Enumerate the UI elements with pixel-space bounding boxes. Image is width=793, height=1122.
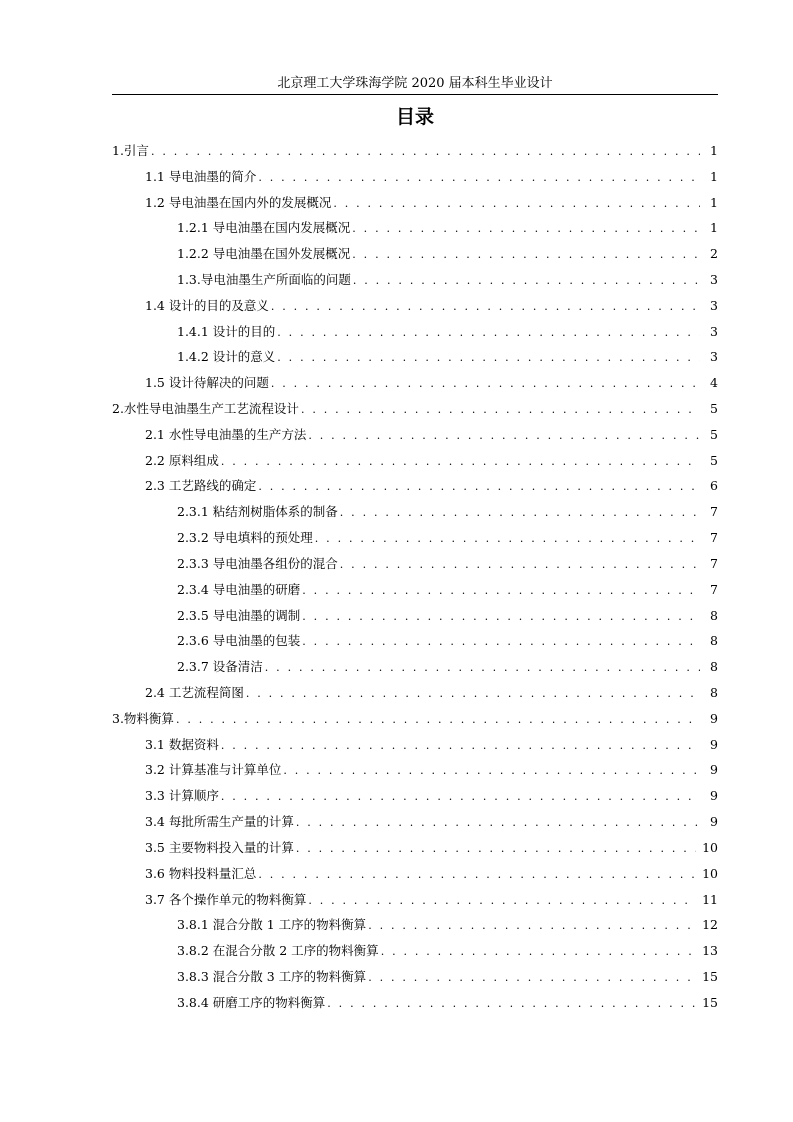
toc-page-number: 8 — [710, 659, 718, 674]
toc-entry-1[interactable] — [112, 143, 718, 159]
toc-page-number: 7 — [710, 582, 718, 597]
toc-entry-1-2[interactable] — [145, 195, 718, 211]
toc-leader-dots — [340, 505, 700, 521]
toc-page-number: 3 — [710, 324, 718, 339]
toc-leader-dots — [302, 609, 700, 625]
toc-entry-label: 3.7 各个操作单元的物料衡算 — [145, 892, 307, 907]
toc-page-number: 10 — [702, 866, 718, 881]
toc-entry-label: 1.4.1 设计的目的 — [177, 324, 276, 339]
toc-leader-dots — [277, 350, 700, 366]
toc-leader-dots — [368, 918, 696, 934]
toc-entry-2-3-4[interactable] — [177, 582, 718, 598]
toc-page-number: 11 — [702, 892, 718, 907]
toc-leader-dots — [296, 815, 700, 831]
toc-entry-label: 3.3 计算顺序 — [145, 788, 219, 803]
toc-page-number: 1 — [710, 195, 718, 210]
toc-entry-label: 2.1 水性导电油墨的生产方法 — [145, 427, 307, 442]
toc-entry-label: 2.3 工艺路线的确定 — [145, 478, 257, 493]
toc-entry-label: 1.4.2 设计的意义 — [177, 349, 276, 364]
toc-page-number: 9 — [710, 788, 718, 803]
toc-leader-dots — [352, 221, 700, 237]
toc-leader-dots — [333, 196, 700, 212]
toc-entry-2-3[interactable] — [145, 478, 718, 494]
toc-entry-label: 3.8.2 在混合分散 2 工序的物料衡算 — [177, 943, 379, 958]
toc-entry-2-4[interactable] — [145, 685, 718, 701]
toc-entry-label: 1.3.导电油墨生产所面临的问题 — [177, 272, 351, 287]
toc-entry-label: 3.6 物料投料量汇总 — [145, 866, 257, 881]
toc-entry-3-8-4[interactable] — [177, 995, 718, 1011]
toc-entry-1-1[interactable] — [145, 169, 718, 185]
toc-entry-label: 3.物料衡算 — [112, 711, 174, 726]
toc-entry-label: 3.8.3 混合分散 3 工序的物料衡算 — [177, 969, 367, 984]
toc-page-number: 2 — [710, 246, 718, 261]
toc-entry-3-7[interactable] — [145, 892, 718, 908]
toc-leader-dots — [176, 712, 700, 728]
toc-leader-dots — [283, 763, 700, 779]
toc-leader-dots — [271, 299, 700, 315]
toc-entry-label: 2.3.6 导电油墨的包装 — [177, 633, 301, 648]
toc-entry-1-5[interactable] — [145, 375, 718, 391]
toc-entry-label: 2.3.2 导电填料的预处理 — [177, 530, 313, 545]
toc-page-number: 7 — [710, 530, 718, 545]
toc-page-number: 6 — [710, 478, 718, 493]
toc-entry-label: 1.2 导电油墨在国内外的发展概况 — [145, 195, 332, 210]
toc-entry-label: 3.2 计算基准与计算单位 — [145, 762, 282, 777]
toc-entry-2-3-3[interactable] — [177, 556, 718, 572]
toc-entry-2[interactable] — [112, 401, 718, 417]
toc-page-number: 15 — [702, 969, 718, 984]
toc-entry-3-3[interactable] — [145, 788, 718, 804]
toc-entry-1-4[interactable] — [145, 298, 718, 314]
toc-entry-label: 2.3.1 粘结剂树脂体系的制备 — [177, 504, 338, 519]
toc-leader-dots — [277, 325, 700, 341]
toc-entry-label: 2.3.3 导电油墨各组份的混合 — [177, 556, 338, 571]
toc-entry-1-4-2[interactable] — [177, 349, 718, 365]
toc-entry-label: 1.2.2 导电油墨在国外发展概况 — [177, 246, 351, 261]
toc-leader-dots — [258, 479, 700, 495]
toc-entry-3[interactable] — [112, 711, 718, 727]
toc-page-number: 3 — [710, 272, 718, 287]
toc-entry-label: 3.8.4 研磨工序的物料衡算 — [177, 995, 326, 1010]
toc-entry-label: 1.5 设计待解决的问题 — [145, 375, 269, 390]
toc-entry-label: 2.水性导电油墨生产工艺流程设计 — [112, 401, 299, 416]
toc-entry-1-2-1[interactable] — [177, 220, 718, 236]
toc-entry-3-8-1[interactable] — [177, 917, 718, 933]
running-header: 北京理工大学珠海学院 2020 届本科生毕业设计 — [277, 76, 553, 91]
toc-leader-dots — [327, 996, 696, 1012]
toc-leader-dots — [151, 144, 700, 160]
toc-entry-label: 3.5 主要物料投入量的计算 — [145, 840, 294, 855]
toc-leader-dots — [352, 247, 700, 263]
toc-page-number: 5 — [710, 453, 718, 468]
toc-entry-label: 1.2.1 导电油墨在国内发展概况 — [177, 220, 351, 235]
toc-page-number: 5 — [710, 427, 718, 442]
toc-leader-dots — [258, 170, 700, 186]
toc-entry-label: 2.4 工艺流程简图 — [145, 685, 244, 700]
toc-page-number: 9 — [710, 814, 718, 829]
toc-entry-2-2[interactable] — [145, 453, 718, 469]
toc-entry-3-4[interactable] — [145, 814, 718, 830]
toc-leader-dots — [301, 402, 700, 418]
toc-leader-dots — [302, 634, 700, 650]
toc-page-number: 5 — [710, 401, 718, 416]
toc-leader-dots — [353, 273, 700, 289]
toc-leader-dots — [258, 867, 696, 883]
toc-page-number: 1 — [710, 169, 718, 184]
toc-entry-2-3-6[interactable] — [177, 633, 718, 649]
toc-leader-dots — [296, 841, 696, 857]
toc-page-number: 13 — [702, 943, 718, 958]
toc-leader-dots — [315, 531, 700, 547]
toc-entry-3-5[interactable] — [145, 840, 718, 856]
toc-leader-dots — [381, 944, 696, 960]
toc-entry-label: 2.3.4 导电油墨的研磨 — [177, 582, 301, 597]
header-rule — [112, 94, 718, 95]
toc-page-number: 1 — [710, 143, 718, 158]
toc-leader-dots — [265, 660, 700, 676]
toc-page-number: 7 — [710, 556, 718, 571]
toc-leader-dots — [221, 738, 700, 754]
toc-leader-dots — [308, 428, 700, 444]
toc-leader-dots — [368, 970, 696, 986]
toc-page-number: 15 — [702, 995, 718, 1010]
toc-entry-3-2[interactable] — [145, 762, 718, 778]
toc-leader-dots — [271, 376, 700, 392]
toc-entry-2-3-1[interactable] — [177, 504, 718, 520]
toc-page-number: 9 — [710, 711, 718, 726]
toc-entry-label: 3.4 每批所需生产量的计算 — [145, 814, 294, 829]
toc-entry-3-1[interactable] — [145, 737, 718, 753]
toc-entry-label: 3.8.1 混合分散 1 工序的物料衡算 — [177, 917, 367, 932]
toc-entry-label: 1.4 设计的目的及意义 — [145, 298, 269, 313]
toc-entry-3-6[interactable] — [145, 866, 718, 882]
toc-page-number: 8 — [710, 685, 718, 700]
toc-page-number: 10 — [702, 840, 718, 855]
toc-page-number: 3 — [710, 298, 718, 313]
toc-title: 目录 — [395, 106, 434, 128]
toc-page-number: 8 — [710, 608, 718, 623]
toc-leader-dots — [308, 893, 696, 909]
toc-entry-2-3-2[interactable] — [177, 530, 718, 546]
toc-entry-label: 3.1 数据资料 — [145, 737, 219, 752]
toc-entry-2-3-7[interactable] — [177, 659, 718, 675]
toc-page-number: 3 — [710, 349, 718, 364]
toc-entry-1-3[interactable] — [177, 272, 718, 288]
toc-entry-label: 2.2 原料组成 — [145, 453, 219, 468]
toc-page-number: 9 — [710, 737, 718, 752]
toc-page-number: 9 — [710, 762, 718, 777]
toc-entry-label: 2.3.7 设备清洁 — [177, 659, 263, 674]
toc-entry-2-1[interactable] — [145, 427, 718, 443]
toc-entry-label: 1.引言 — [112, 143, 149, 158]
toc-page-number: 7 — [710, 504, 718, 519]
toc-leader-dots — [246, 686, 700, 702]
toc-entry-1-4-1[interactable] — [177, 324, 718, 340]
toc-page-number: 8 — [710, 633, 718, 648]
toc-entry-3-8-2[interactable] — [177, 943, 718, 959]
toc-entry-3-8-3[interactable] — [177, 969, 718, 985]
toc-leader-dots — [340, 557, 700, 573]
toc-page-number: 4 — [710, 375, 718, 390]
toc-leader-dots — [221, 454, 700, 470]
toc-entry-2-3-5[interactable] — [177, 608, 718, 624]
toc-leader-dots — [221, 789, 700, 805]
toc-entry-label: 1.1 导电油墨的简介 — [145, 169, 257, 184]
toc-entry-1-2-2[interactable] — [177, 246, 718, 262]
toc-page-number: 1 — [710, 220, 718, 235]
toc-leader-dots — [302, 583, 700, 599]
toc-page-number: 12 — [702, 917, 718, 932]
toc-entry-label: 2.3.5 导电油墨的调制 — [177, 608, 301, 623]
